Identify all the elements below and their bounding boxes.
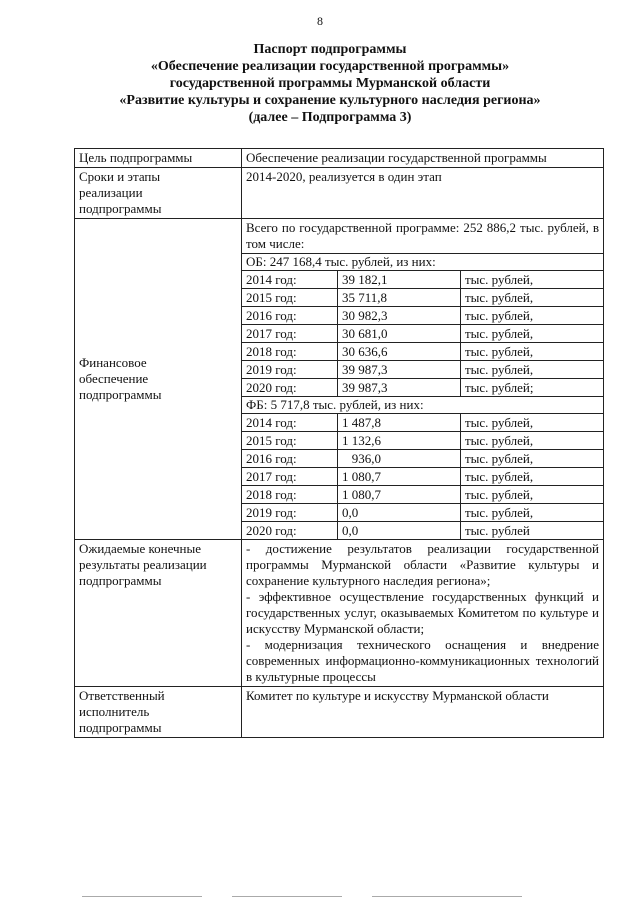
row-finance (75, 219, 604, 540)
bottom-margin-lines (0, 896, 640, 898)
executor-label-line: подпрограммы (79, 720, 162, 735)
fb-years-table (242, 414, 603, 539)
unit-cell: тыс. рублей, (461, 325, 604, 343)
year-cell: 2020 год: (242, 522, 338, 540)
results-label-line: подпрограммы (79, 573, 162, 588)
finance-total: Всего по государственной программе: 252 886,2 тыс. рублей, в том числе: (242, 219, 603, 254)
amount-cell: 0,0 (338, 504, 461, 522)
year-cell: 2019 год: (242, 361, 338, 379)
amount-cell: 30 636,6 (338, 343, 461, 361)
title-line-3: государственной программы Мурманской области (169, 76, 491, 91)
amount-cell: 35 711,8 (338, 289, 461, 307)
finance-label-line: подпрограммы (79, 387, 162, 402)
year-row (242, 414, 603, 432)
year-cell: 2016 год: (242, 307, 338, 325)
amount-cell: 39 182,1 (338, 271, 461, 289)
year-row (242, 289, 603, 307)
unit-cell: тыс. рублей, (461, 486, 604, 504)
results-label (75, 540, 242, 687)
finance-label (75, 219, 242, 540)
executor-value: Комитет по культуре и искусству Мурманской области (242, 687, 604, 738)
terms-label (75, 168, 242, 219)
year-cell: 2019 год: (242, 504, 338, 522)
amount-cell: 30 982,3 (338, 307, 461, 325)
finance-label-line: Финансовое (79, 355, 147, 370)
amount-cell: 1 080,7 (338, 486, 461, 504)
year-row (242, 450, 603, 468)
unit-cell: тыс. рублей, (461, 450, 604, 468)
unit-cell: тыс. рублей; (465, 379, 534, 395)
year-cell: 2015 год: (242, 289, 338, 307)
amount-cell: 1 487,8 (338, 414, 461, 432)
unit-cell: тыс. рублей, (461, 307, 604, 325)
title-line-2: «Обеспечение реализации государственной программы» (150, 59, 510, 74)
amount-cell: 30 681,0 (338, 325, 461, 343)
unit-cell: тыс. рублей, (461, 271, 604, 289)
passport-table (74, 148, 604, 738)
year-cell: 2020 год: (242, 379, 338, 397)
amount-cell: 39 987,3 (338, 361, 461, 379)
amount-cell: 936,0 (338, 450, 461, 468)
goal-label: Цель подпрограммы (75, 149, 242, 168)
amount-cell: 1 080,7 (338, 468, 461, 486)
year-cell: 2017 год: (242, 325, 338, 343)
fb-header: ФБ: 5 717,8 тыс. рублей, из них: (242, 396, 603, 414)
year-cell: 2015 год: (242, 432, 338, 450)
results-value (242, 540, 604, 687)
unit-cell: тыс. рублей, (461, 414, 604, 432)
row-goal (75, 149, 604, 168)
result-item: - достижение результатов реализации государственной программы Мурманской области «Развитие культуры и сохранение культурного наследия региона»; (246, 541, 599, 588)
year-row (242, 486, 603, 504)
year-row (242, 307, 603, 325)
title-line-1: Паспорт подпрограммы (253, 42, 407, 57)
result-item: - модернизация технического оснащения и внедрение современных информационно-коммуникационных технологий в культурные процессы (246, 637, 599, 684)
finance-value (242, 219, 604, 540)
goal-value: Обеспечение реализации государственной программы (242, 149, 604, 168)
finance-label-line: обеспечение (79, 371, 149, 386)
year-row (242, 361, 603, 379)
year-row (242, 325, 603, 343)
ob-years-table (242, 271, 603, 396)
year-cell: 2014 год: (242, 414, 338, 432)
row-results (75, 540, 604, 687)
terms-label-line: реализации (79, 185, 143, 200)
document-title (60, 41, 600, 126)
executor-label (75, 687, 242, 738)
result-item: - эффективное осуществление государственных функций и государственных услуг, оказываемых Комитетом по культуре и искусству Мурманской области; (246, 589, 599, 636)
executor-label-line: Ответственный (79, 688, 165, 703)
unit-cell: тыс. рублей, (461, 504, 604, 522)
title-line-5: (далее – Подпрограмма 3) (248, 110, 412, 125)
page-number: 8 (317, 14, 323, 28)
amount-cell: 1 132,6 (338, 432, 461, 450)
unit-cell: тыс. рублей (465, 522, 530, 538)
row-executor (75, 687, 604, 738)
unit-cell: тыс. рублей, (461, 343, 604, 361)
amount-cell: 39 987,3 (338, 379, 461, 397)
amount-cell: 0,0 (338, 522, 461, 540)
terms-value: 2014-2020, реализуется в один этап (242, 168, 604, 219)
title-line-4: «Развитие культуры и сохранение культурного наследия региона» (119, 93, 541, 108)
row-terms (75, 168, 604, 219)
terms-label-line: Сроки и этапы (79, 169, 161, 184)
unit-cell: тыс. рублей, (461, 432, 604, 450)
year-row (242, 468, 603, 486)
ob-header: ОБ: 247 168,4 тыс. рублей, из них: (242, 254, 603, 271)
unit-cell: тыс. рублей, (461, 289, 604, 307)
year-row (242, 432, 603, 450)
year-row (242, 271, 603, 289)
year-cell: 2018 год: (242, 486, 338, 504)
year-row (242, 379, 603, 397)
year-row (242, 522, 603, 540)
unit-cell: тыс. рублей, (461, 361, 604, 379)
year-cell: 2016 год: (242, 450, 338, 468)
year-row (242, 504, 603, 522)
year-cell: 2014 год: (242, 271, 338, 289)
unit-cell: тыс. рублей, (461, 468, 604, 486)
terms-label-line: подпрограммы (79, 201, 162, 216)
results-label-line: Ожидаемые конечные (79, 541, 202, 556)
year-cell: 2017 год: (242, 468, 338, 486)
executor-label-line: исполнитель (79, 704, 150, 719)
results-label-line: результаты реализации (79, 557, 207, 572)
year-cell: 2018 год: (242, 343, 338, 361)
year-row (242, 343, 603, 361)
